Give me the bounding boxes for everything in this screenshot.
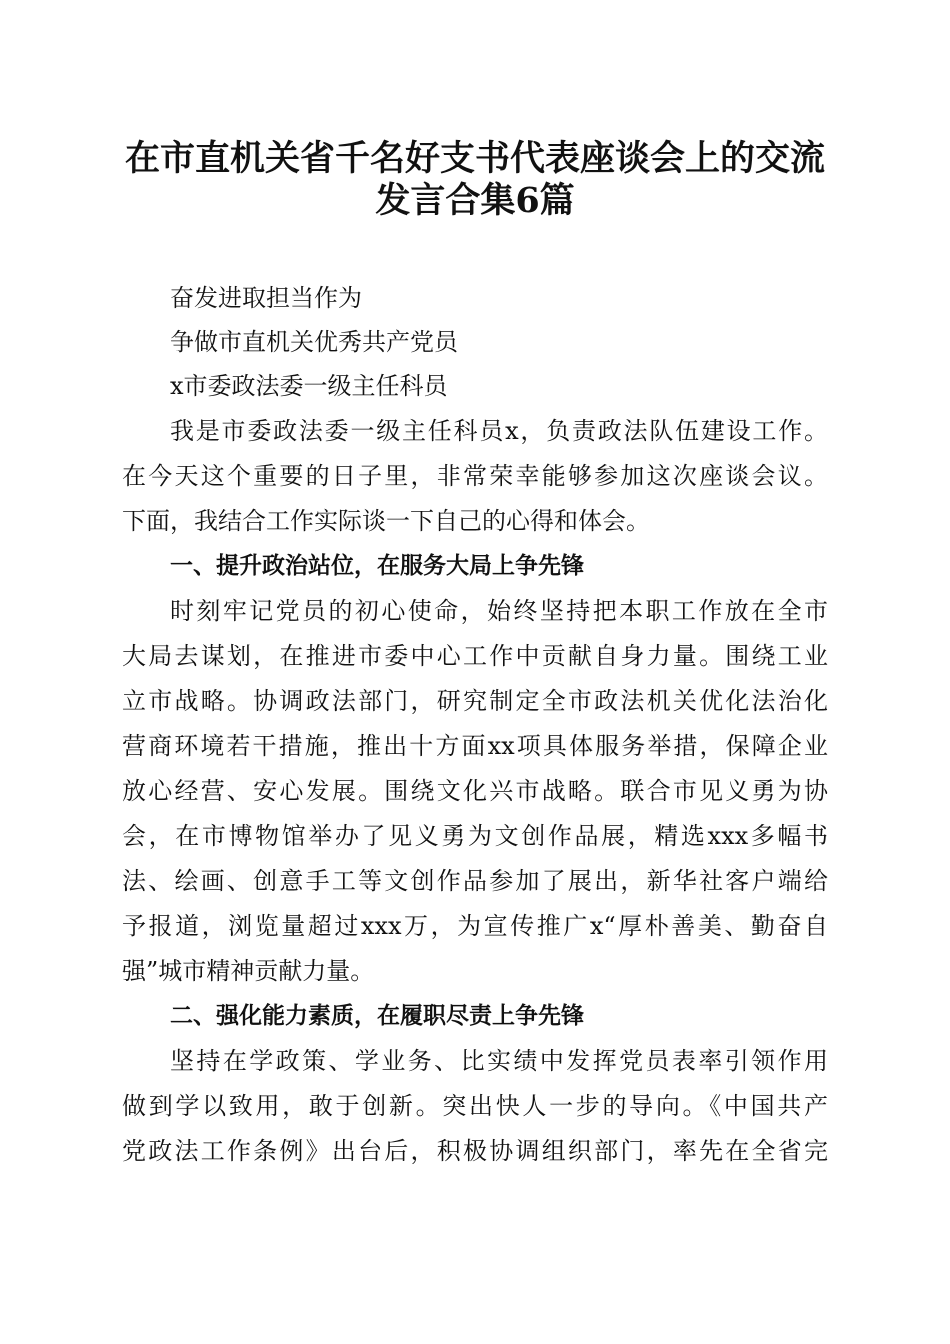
paragraph-line: 法、绘画、创意手工等文创作品参加了展出，新华社客户端给: [122, 867, 828, 895]
paragraph-line: 时刻牢记党员的初心使命，始终坚持把本职工作放在全市: [170, 597, 828, 625]
speech-subtitle: 争做市直机关优秀共产党员: [170, 328, 458, 356]
paragraph-line: 强”城市精神贡献力量。: [122, 957, 375, 985]
paragraph-line: 营商环境若干措施，推出十方面xx项具体服务举措，保障企业: [122, 732, 828, 760]
document-title-line-2: 发言合集6篇: [375, 180, 575, 221]
paragraph-line: 予报道，浏览量超过xxx万，为宣传推广x“厚朴善美、勤奋自: [122, 912, 828, 940]
paragraph-line: 在今天这个重要的日子里，非常荣幸能够参加这次座谈会议。: [122, 462, 828, 490]
paragraph-line: 党政法工作条例》出台后，积极协调组织部门，率先在全省完: [122, 1137, 828, 1165]
paragraph-line: 坚持在学政策、学业务、比实绩中发挥党员表率引领作用: [170, 1047, 828, 1075]
paragraph-line: 大局去谋划，在推进市委中心工作中贡献自身力量。围绕工业: [122, 642, 828, 670]
paragraph-line: 我是市委政法委一级主任科员x，负责政法队伍建设工作。: [170, 417, 828, 445]
paragraph-line: 下面，我结合工作实际谈一下自己的心得和体会。: [122, 507, 650, 535]
speaker-line: x市委政法委一级主任科员: [170, 372, 448, 400]
paragraph-line: 会，在市博物馆举办了见义勇为文创作品展，精选xxx多幅书: [122, 822, 828, 850]
section-heading-2: 二、强化能力素质，在履职尽责上争先锋: [170, 1003, 584, 1029]
speech-title: 奋发进取担当作为: [170, 284, 362, 312]
document-title-line-1: 在市直机关省千名好支书代表座谈会上的交流: [124, 138, 825, 179]
paragraph-line: 放心经营、安心发展。围绕文化兴市战略。联合市见义勇为协: [122, 777, 828, 805]
paragraph-line: 立市战略。协调政法部门，研究制定全市政法机关优化法治化: [122, 687, 828, 715]
paragraph-line: 做到学以致用，敢于创新。突出快人一步的导向。《中国共产: [122, 1092, 828, 1120]
section-heading-1: 一、提升政治站位，在服务大局上争先锋: [170, 553, 584, 579]
